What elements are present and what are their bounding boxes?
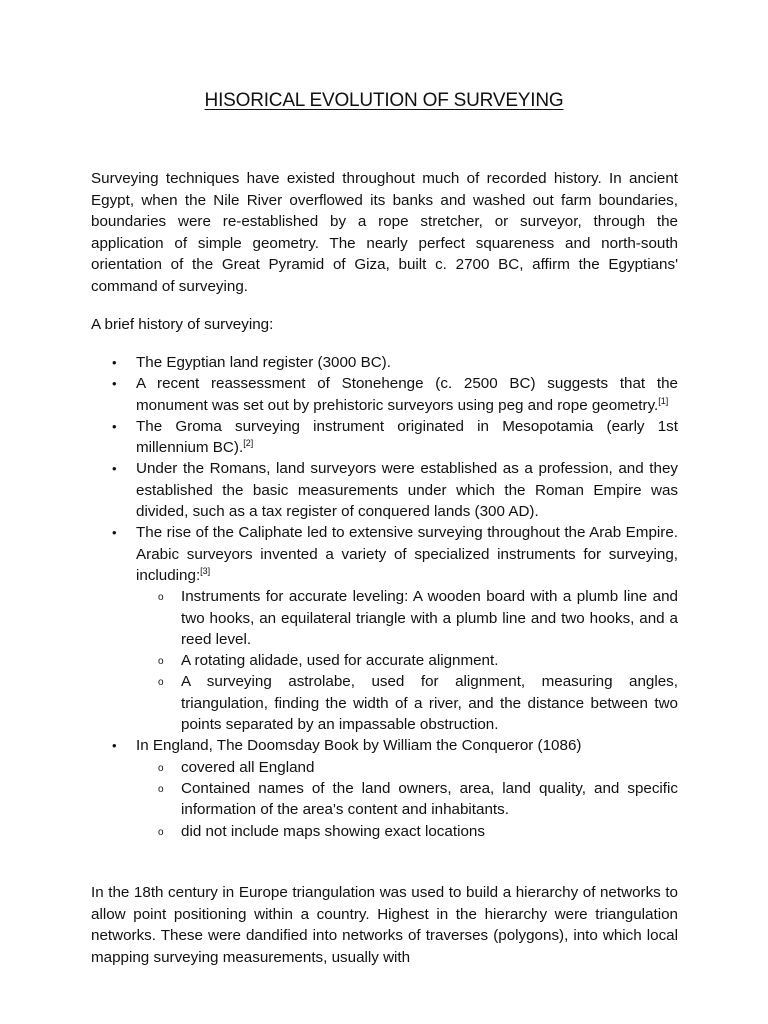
list-item-text: The rise of the Caliphate led to extensive surveying throughout the Arab Empire. Arabic surveyors invented a variety of specialized instruments for surveying, including: [136,524,678,584]
history-list [91,352,678,842]
history-intro: A brief history of surveying: [91,316,274,333]
sublist-item: o Contained names of the land owners, area, land quality, and specific information of the area's content and inhabitants. [136,778,678,821]
sublist-item: o did not include maps showing exact locations [136,821,678,842]
doomsday-sublist [136,757,678,842]
paragraph-egypt: Surveying techniques have existed throughout much of recorded history. In ancient Egypt, when the Nile River overflowed its banks and washed out farm boundaries, boundaries were re-established by a rope stretcher, or surveyor, through the application of simple geometry. The nearly perfect squareness and north-south orientation of the Great Pyramid of Giza, built c. 2700 BC, affirm the Egyptians' command of surveying. [91,170,678,295]
sublist-item: o A rotating alidade, used for accurate alignment. [136,650,678,671]
list-item [91,352,678,373]
list-item-text: The Egyptian land register (3000 BC). [136,354,391,371]
list-item-text: A recent reassessment of Stonehenge (c. 2500 BC) suggests that the monument was set out by prehistoric surveyors using peg and rope geometry. [136,375,678,414]
citation-link[interactable]: [1] [658,395,669,406]
citation-link[interactable]: [3] [200,565,211,576]
sublist-item: o Instruments for accurate leveling: A wooden board with a plumb line and two hooks, an equilateral triangle with a plumb line and two hooks, and a reed level. [136,586,678,650]
sublist-item: o A surveying astrolabe, used for alignment, measuring angles, triangulation, finding the width of a river, and the distance between two points separated by an impassable obstruction. [136,671,678,735]
sublist-item: o covered all England [136,757,678,778]
list-item [91,416,678,459]
document-title: HISORICAL EVOLUTION OF SURVEYING [204,90,564,111]
list-item-text: In England, The Doomsday Book by William the Conqueror (1086) [136,737,582,755]
list-item-text: The Groma surveying instrument originated in Mesopotamia (early 1st millennium BC). [136,417,678,457]
list-item [91,458,678,522]
paragraph-triangulation: In the 18th century in Europe triangulation was used to build a hierarchy of networks to allow point positioning within a country. Highest in the hierarchy were triangulation networks. These were dandified into networks of traverses (polygons), into which local mapping surveying measurements, usually with [91,884,678,966]
list-item [91,522,678,735]
list-item [91,373,678,416]
list-item [91,735,678,841]
citation-link[interactable]: [2] [243,438,254,449]
instrument-sublist [136,586,678,735]
list-item-text: Under the Romans, land surveyors were established as a profession, and they established the basic measurements under which the Roman Empire was divided, such as a tax register of conquered lands (300 AD). [136,460,678,521]
